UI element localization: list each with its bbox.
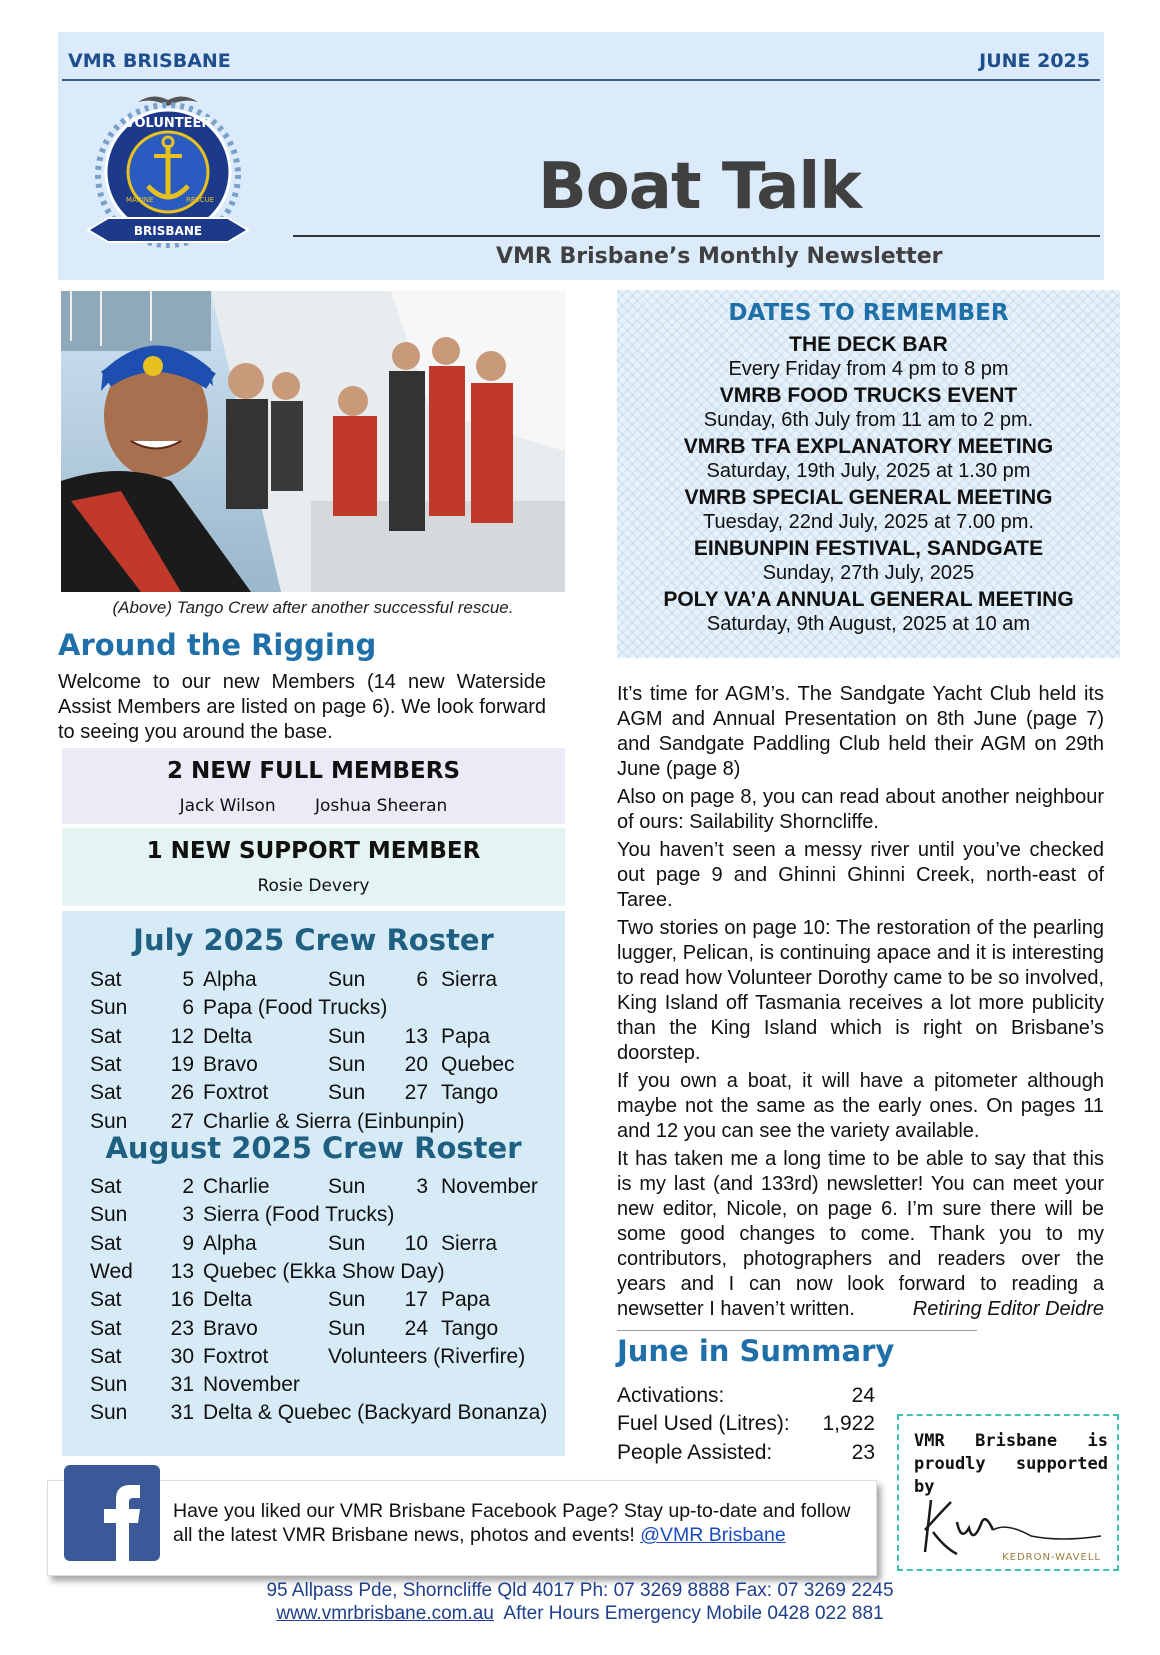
- roster-cell: Delta & Quebec (Backyard Bonanza): [203, 1401, 548, 1425]
- roster-cell: 2: [182, 1175, 194, 1198]
- org-name: VMR BRISBANE: [68, 50, 231, 72]
- member-name: Joshua Sheeran: [315, 796, 448, 816]
- vmr-logo: [68, 90, 268, 260]
- summary-value: 1,922: [822, 1412, 875, 1435]
- support-member-title: 1 NEW SUPPORT MEMBER: [146, 838, 481, 864]
- roster-cell: 19: [170, 1052, 194, 1076]
- roster-cell: Sun: [328, 968, 366, 991]
- roster-cell: 26: [170, 1081, 194, 1105]
- event-when: Saturday, 19th July, 2025 at 1.30 pm: [706, 460, 1031, 482]
- roster-cell: 6: [182, 996, 194, 1020]
- editorial-paragraph: Two stories on page 10: The restoration of the pearling lugger, Pelican, is continuing apace and it is interesting to read how Volunteer Dorothy came to be so involved, King Island off Tasmania receives a lot more publicity than the King Island which is right on Brisbane’s doorstep.: [617, 917, 1104, 1064]
- support-member-names: [62, 876, 565, 896]
- roster-cell: Tango: [441, 1081, 499, 1105]
- roster-cell: Quebec: [441, 1052, 515, 1076]
- event-when: Every Friday from 4 pm to 8 pm: [728, 358, 1009, 380]
- member-name: Jack Wilson: [179, 796, 276, 816]
- roster-cell: 6: [416, 968, 428, 991]
- event-name: POLY VA’A ANNUAL GENERAL MEETING: [663, 588, 1074, 611]
- roster-cell: Sun: [328, 1231, 366, 1255]
- roster-cell: Sun: [328, 1052, 366, 1076]
- event-name: VMRB SPECIAL GENERAL MEETING: [684, 486, 1053, 509]
- july-roster-heading: July 2025 Crew Roster: [133, 923, 494, 957]
- logo-text-left: MARINE: [126, 196, 154, 204]
- editorial-paragraph: You haven’t seen a messy river until you’ve checked out page 9 and Ghinni Ghinni Creek, north-east of Taree.: [617, 839, 1104, 911]
- sponsor-card: [897, 1414, 1119, 1571]
- sponsor-text: VMR Brisbane is proudly supported by: [914, 1431, 1108, 1497]
- sponsor-logo-word: KEDRON-WAVELL: [1002, 1552, 1101, 1563]
- roster-cell: Papa (Food Trucks): [203, 996, 388, 1020]
- dates-heading: DATES TO REMEMBER: [728, 300, 1009, 326]
- editorial-paragraph: [617, 1147, 1104, 1322]
- new-support-member-box: [62, 828, 565, 906]
- roster-cell: Sun: [328, 1288, 366, 1312]
- roster-cell: Delta: [203, 1288, 253, 1312]
- roster-cell: 27: [170, 1109, 194, 1133]
- roster-cell: 31: [170, 1373, 194, 1397]
- roster-cell: Charlie: [203, 1175, 270, 1198]
- logo-text-right: RESCUE: [186, 196, 215, 204]
- roster-cell: November: [441, 1175, 538, 1198]
- roster-cell: Wed: [90, 1259, 133, 1283]
- roster-cell: 3: [182, 1203, 194, 1227]
- emergency-number: After Hours Emergency Mobile 0428 022 881: [503, 1603, 884, 1624]
- roster-cell: 30: [170, 1344, 194, 1368]
- issue-date: JUNE 2025: [979, 50, 1090, 72]
- footer-address: 95 Allpass Pde, Shorncliffe Qld 4017 Ph: 07 3269 8888 Fax: 07 3269 2245: [266, 1580, 894, 1601]
- roster-cell: Delta: [203, 1024, 253, 1048]
- roster-cell: 31: [170, 1401, 194, 1425]
- event-item: [617, 485, 1120, 535]
- roster-cell: Foxtrot: [203, 1081, 269, 1105]
- full-members-names: [62, 796, 565, 816]
- footer-contact: [0, 1603, 1160, 1625]
- member-name: Rosie Devery: [257, 876, 370, 896]
- event-when: Saturday, 9th August, 2025 at 10 am: [706, 613, 1031, 635]
- roster-cell: Bravo: [203, 1316, 258, 1340]
- roster-cell: 10: [404, 1231, 428, 1255]
- event-when: Tuesday, 22nd July, 2025 at 7.00 pm.: [703, 511, 1034, 533]
- roster-cell: 16: [170, 1288, 194, 1312]
- roster-cell: 24: [404, 1316, 428, 1340]
- kedron-wavell-logo: [911, 1492, 1111, 1566]
- roster-cell: Charlie & Sierra (Einbunpin): [203, 1109, 465, 1133]
- roster-cell: Sat: [90, 1288, 122, 1312]
- roster-cell: Sat: [90, 968, 122, 991]
- roster-cell: November: [203, 1373, 300, 1397]
- summary-label: Fuel Used (Litres):: [617, 1412, 790, 1435]
- summary-value: 24: [851, 1384, 875, 1407]
- roster-cell: Sun: [90, 1373, 128, 1397]
- roster-cell: Papa: [441, 1024, 491, 1048]
- facebook-message: Have you liked our VMR Brisbane Facebook Page? Stay up-to-date and follow all the latest VMR Brisbane news, photos and events!: [173, 1500, 851, 1546]
- crew-roster-panel: [62, 911, 565, 1456]
- facebook-text: [173, 1499, 873, 1547]
- summary-row: [617, 1412, 875, 1436]
- event-when: Sunday, 6th July from 11 am to 2 pm.: [703, 409, 1034, 431]
- roster-cell: Sun: [328, 1316, 366, 1340]
- roster-cell: 5: [182, 968, 194, 991]
- roster-cell: Sierra (Food Trucks): [203, 1203, 395, 1227]
- summary-row: [617, 1441, 875, 1465]
- title-divider: [293, 235, 1100, 237]
- event-name: THE DECK BAR: [789, 333, 948, 356]
- roster-cell: Alpha: [203, 968, 257, 991]
- roster-cell: 20: [404, 1052, 428, 1076]
- roster-cell: Sat: [90, 1024, 122, 1048]
- newsletter-title: Boat Talk: [538, 150, 861, 224]
- editorial-paragraph: It’s time for AGM’s. The Sandgate Yacht Club held its AGM and Annual Presentation on 8th June (page 7) and Sandgate Paddling Club held their AGM on 29th June (page 8): [617, 683, 1104, 780]
- event-item: [617, 434, 1120, 484]
- roster-cell: Sat: [90, 1052, 122, 1076]
- facebook-banner: [47, 1480, 877, 1576]
- roster-cell: Quebec (Ekka Show Day): [203, 1259, 445, 1283]
- roster-cell: 17: [404, 1288, 428, 1312]
- editorial-paragraph: If you own a boat, it will have a pitometer although maybe not the same as the early ones. On pages 11 and 12 you can see the variety available.: [617, 1070, 1104, 1142]
- event-item: [617, 383, 1120, 433]
- roster-cell: 23: [170, 1316, 194, 1340]
- roster-cell: Sun: [328, 1175, 366, 1198]
- facebook-link[interactable]: @VMR Brisbane: [640, 1524, 786, 1546]
- event-name: EINBUNPIN FESTIVAL, SANDGATE: [693, 537, 1044, 560]
- editorial-paragraph: Also on page 8, you can read about another neighbour of ours: Sailability Shorncliffe.: [617, 786, 1104, 833]
- roster-cell: Tango: [441, 1316, 499, 1340]
- roster-cell: 3: [416, 1175, 428, 1198]
- event-when: Sunday, 27th July, 2025: [762, 562, 975, 584]
- roster-cell: Sat: [90, 1081, 122, 1105]
- editor-signature: Retiring Editor Deidre: [912, 1298, 1104, 1320]
- roster-cell: Sierra: [441, 1231, 498, 1255]
- roster-cell: Sun: [328, 1081, 366, 1105]
- new-full-members-box: [62, 748, 565, 824]
- logo-text-top: VOLUNTEER: [124, 116, 212, 131]
- event-item: [617, 587, 1120, 637]
- header-divider: [62, 79, 1100, 81]
- roster-cell: Alpha: [203, 1231, 257, 1255]
- roster-cell: Sat: [90, 1231, 122, 1255]
- summary-value: 23: [851, 1441, 875, 1464]
- roster-cell: Sat: [90, 1344, 122, 1368]
- summary-heading: June in Summary: [617, 1334, 895, 1368]
- roster-cell: 27: [404, 1081, 428, 1105]
- dates-to-remember: [617, 290, 1120, 658]
- editorial-column: [617, 682, 1104, 1325]
- roster-cell: 9: [182, 1231, 194, 1255]
- summary-row: [617, 1384, 875, 1408]
- roster-cell: Sun: [90, 1401, 128, 1425]
- editorial-last-text: It has taken me a long time to be able to say that this is my last (and 133rd) newsletter! You can meet your new editor, Nicole, on page 6. I’m sure there will be some good changes to come. Thank you to my contributors, photographers and readers over the years and I can now look forward to reading a newsetter I haven’t written.: [617, 1148, 1104, 1320]
- event-item: [617, 332, 1120, 382]
- roster-cell: 13: [170, 1259, 194, 1283]
- roster-cell: Volunteers (Riverfire): [328, 1344, 526, 1368]
- august-roster-heading: August 2025 Crew Roster: [105, 1131, 522, 1165]
- website-link[interactable]: www.vmrbrisbane.com.au: [276, 1603, 494, 1624]
- roster-cell: Sun: [90, 1203, 128, 1227]
- roster-cell: Sat: [90, 1175, 122, 1198]
- roster-cell: Sun: [90, 996, 128, 1020]
- masthead: [58, 32, 1104, 280]
- roster-cell: Sun: [328, 1024, 366, 1048]
- event-item: [617, 536, 1120, 586]
- roster-cell: Sat: [90, 1316, 122, 1340]
- summary-divider: [617, 1330, 977, 1331]
- event-name: VMRB TFA EXPLANATORY MEETING: [683, 435, 1054, 458]
- summary-label: Activations:: [617, 1384, 725, 1407]
- roster-cell: Sierra: [441, 968, 498, 991]
- summary-label: People Assisted:: [617, 1441, 773, 1464]
- roster-cell: Sun: [90, 1109, 128, 1133]
- logo-text-bottom: BRISBANE: [133, 224, 203, 238]
- rigging-heading: Around the Rigging: [58, 628, 377, 662]
- newsletter-subtitle: VMR Brisbane’s Monthly Newsletter: [496, 244, 943, 269]
- full-members-title: 2 NEW FULL MEMBERS: [166, 758, 461, 784]
- roster-cell: Papa: [441, 1288, 491, 1312]
- crew-photo: [61, 291, 565, 592]
- roster-cell: Foxtrot: [203, 1344, 269, 1368]
- roster-cell: 13: [404, 1024, 428, 1048]
- rigging-intro: Welcome to our new Members (14 new Waterside Assist Members are listed on page 6). We look forward to seeing you around the base.: [58, 671, 546, 743]
- event-name: VMRB FOOD TRUCKS EVENT: [719, 384, 1018, 407]
- roster-cell: 12: [170, 1024, 194, 1048]
- photo-caption: (Above) Tango Crew after another successful rescue.: [112, 598, 514, 617]
- facebook-icon[interactable]: [64, 1465, 160, 1561]
- roster-cell: Bravo: [203, 1052, 258, 1076]
